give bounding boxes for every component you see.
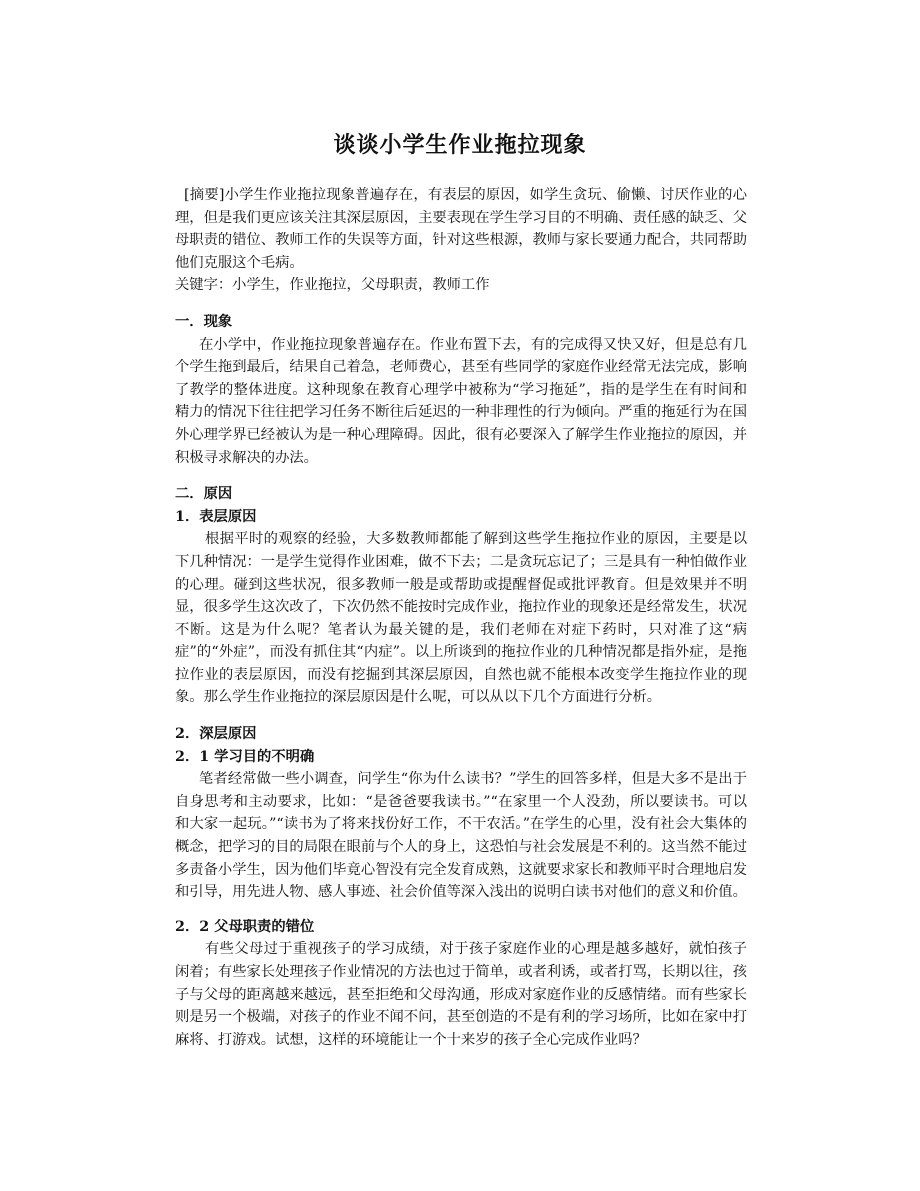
section-heading-phenomenon: 一．现象	[175, 313, 233, 330]
subsection-heading-parent-role: 2．2 父母职责的错位	[175, 918, 315, 935]
document-body	[175, 184, 747, 1051]
keywords-line: 关键字：小学生，作业拖拉，父母职责，教师工作	[175, 277, 490, 294]
subsection-heading-unclear-purpose: 2．1 学习目的不明确	[175, 748, 315, 765]
paragraph-surface-causes: 根据平时的观察的经验，大多数教师都能了解到这些学生拖拉作业的原因，主要是以下几种情况：一是学生觉得作业困难，做不下去；二是贪玩忘记了；三是具有一种怕做作业的心理。碰到这些状况，很多教师一般是或帮助或提醒督促或批评教育。但是效果并不明显，很多学生这次改了，下次仍然不能按时完成作业，拖拉作业的现象还是经常发生，状况不断。这是为什么呢？笔者认为最关键的是，我们老师在对症下药时，只对准了这“病症”的“外症”，而没有抓住其“内症”。以上所谈到的拖拉作业的几种情况都是指外症，是拖拉作业的表层原因，而没有挖掘到其深层原因，自然也就不能根本改变学生拖拉作业的现象。那么学生作业拖拉的深层原因是什么呢，可以从以下几个方面进行分析。	[175, 531, 747, 706]
paragraph-parent-role: 有些父母过于重视孩子的学习成绩，对于孩子家庭作业的心理是越多越好，就怕孩子闲着；有些家长处理孩子作业情况的方法也过于简单，或者利诱，或者打骂，长期以往，孩子与父母的距离越来越远，甚至拒绝和父母沟通，形成对家庭作业的反感情绪。而有些家长则是另一个极端，对孩子的作业不闻不问，甚至创造的不是有利的学习场所，比如在家中打麻将、打游戏。试想，这样的环境能让一个十来岁的孩子全心完成作业吗？	[175, 941, 747, 1048]
abstract-paragraph: [摘要]小学生作业拖拉现象普遍存在，有表层的原因，如学生贪玩、偷懒、讨厌作业的心理，但是我们更应该关注其深层原因，主要表现在学生学习目的不明确、责任感的缺乏、父母职责的错位、教师工作的失误等方面，针对这些根源，教师与家长要通力配合，共同帮助他们克服这个毛病。	[175, 187, 747, 271]
subsection-heading-deep-causes: 2．深层原因	[175, 726, 257, 743]
document-title: 谈谈小学生作业拖拉现象	[333, 132, 587, 158]
paragraph-unclear-purpose: 笔者经常做一些小调查，问学生“你为什么读书？”学生的回答多样，但是大多不是出于自身思考和主动要求，比如：“是爸爸要我读书。”“在家里一个人没劲，所以要读书。可以和大家一起玩。”“读书为了将来找份好工作，不干农活。”在学生的心里，没有社会大集体的概念，把学习的目的局限在眼前与个人的身上，这恐怕与社会发展是不利的。这当然不能过多责备小学生，因为他们毕竟心智没有完全发育成熟，这就要求家长和教师平时合理地启发和引导，用先进人物、感人事迹、社会价值等深入浅出的说明白读书对他们的意义和价值。	[175, 771, 747, 901]
section-heading-causes: 二．原因	[175, 486, 233, 503]
paragraph-phenomenon: 在小学中，作业拖拉现象普遍存在。作业布置下去，有的完成得又快又好，但是总有几个学生拖到最后，结果自己着急，老师费心，甚至有些同学的家庭作业经常无法完成，影响了教学的整体进度。这种现象在教育心理学中被称为“学习拖延”，指的是学生在有时间和精力的情况下往往把学习任务不断往后延迟的一种非理性的行为倾向。严重的拖延行为在国外心理学界已经被认为是一种心理障碍。因此，很有必要深入了解学生作业拖拉的原因，并积极寻求解决的办法。	[175, 336, 747, 466]
subsection-heading-surface-causes: 1．表层原因	[175, 508, 257, 525]
